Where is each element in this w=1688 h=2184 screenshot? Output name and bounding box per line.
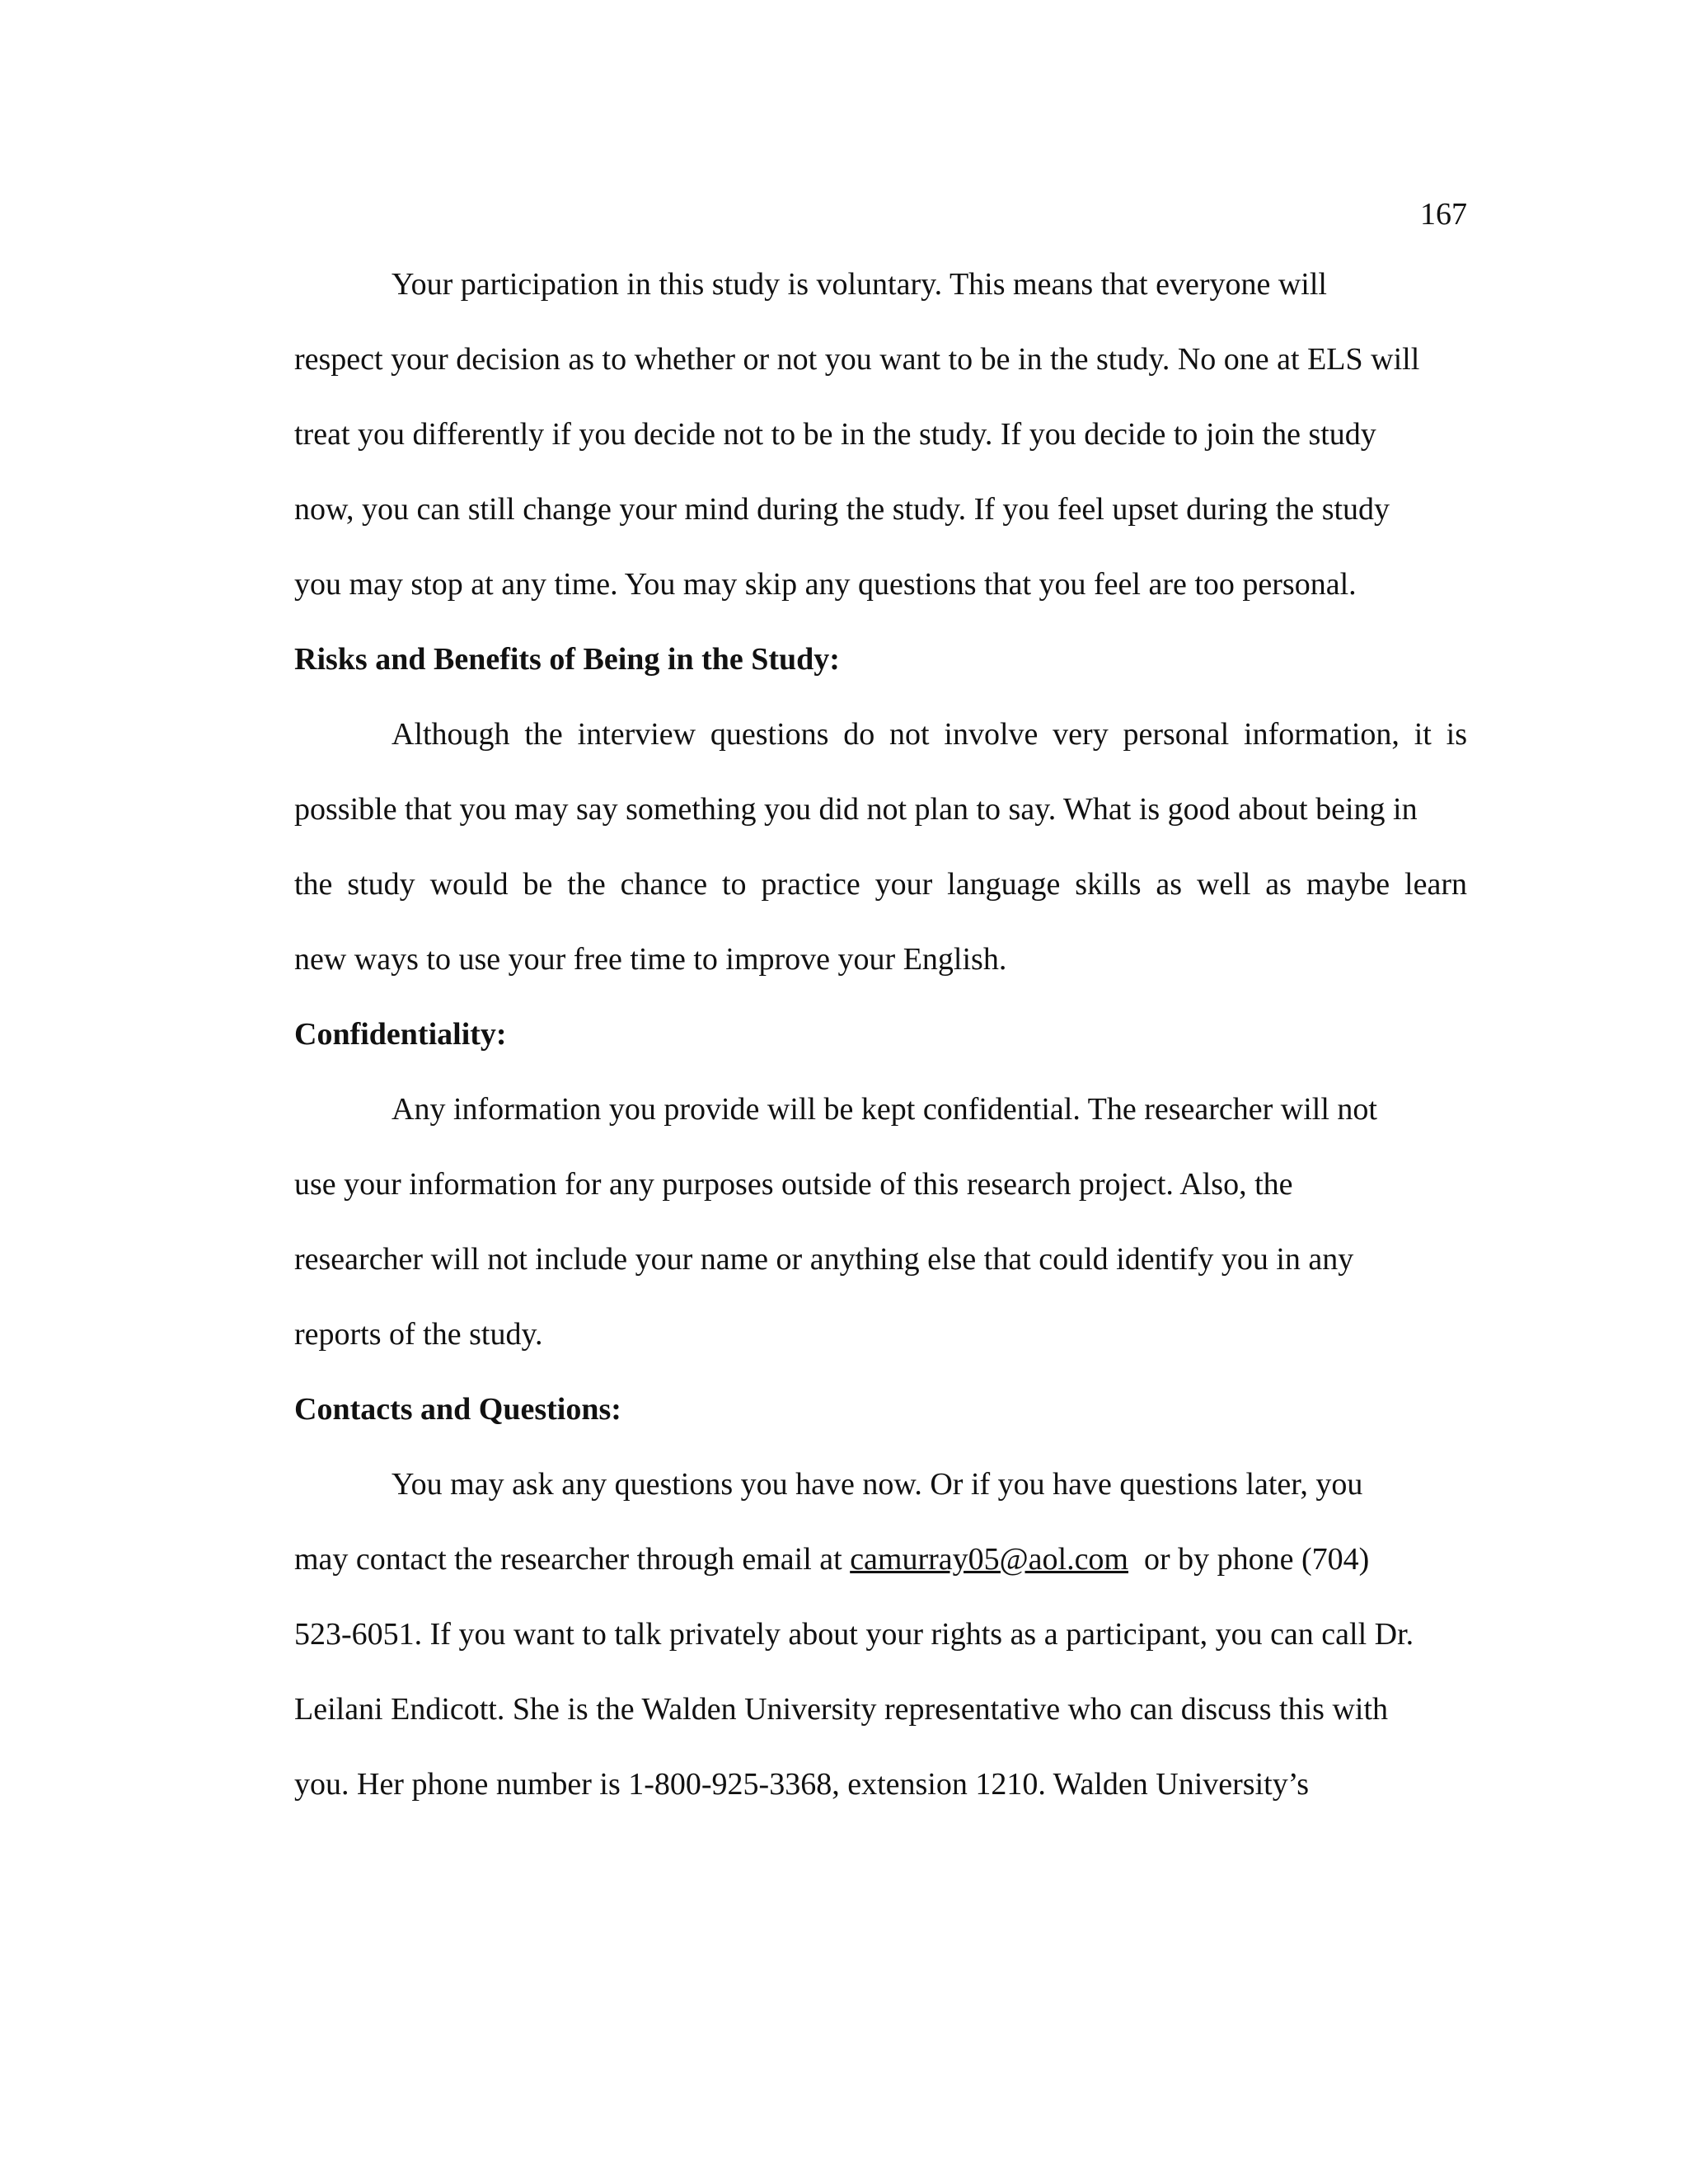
participation-line-1: Your participation in this study is voluntary. This means that everyone will (392, 267, 1327, 302)
confidentiality-line-4: reports of the study. (294, 1317, 543, 1352)
contacts-line-2-after: or by phone (704) (1128, 1542, 1370, 1577)
participation-line-5: you may stop at any time. You may skip any questions that you feel are too personal. (294, 567, 1357, 602)
risks-line-4: new ways to use your free time to improve your English. (294, 942, 1007, 977)
confidentiality-line-3: researcher will not include your name or anything else that could identify you in any (294, 1242, 1354, 1277)
email-link[interactable]: camurray05@aol.com (850, 1542, 1128, 1577)
participation-line-4: now, you can still change your mind during the study. If you feel upset during the study (294, 492, 1390, 527)
page-number: 167 (1420, 197, 1467, 232)
document-body (294, 247, 1467, 1822)
risks-line-3: the study would be the chance to practice your language skills as well as maybe learn (294, 867, 1467, 902)
contacts-line-5: you. Her phone number is 1-800-925-3368, extension 1210. Walden University’s (294, 1767, 1310, 1802)
confidentiality-line-1: Any information you provide will be kept confidential. The researcher will not (392, 1092, 1377, 1127)
risks-line-1: Although the interview questions do not involve very personal information, it is (392, 717, 1467, 752)
participation-line-3: treat you differently if you decide not to be in the study. If you decide to join the study (294, 417, 1376, 452)
confidentiality-heading: Confidentiality: (294, 1017, 507, 1052)
contacts-line-2-before: may contact the researcher through email at (294, 1542, 851, 1577)
contacts-heading: Contacts and Questions: (294, 1392, 621, 1427)
contacts-line-4: Leilani Endicott. She is the Walden University representative who can discuss this with (294, 1692, 1389, 1727)
participation-line-2: respect your decision as to whether or not you want to be in the study. No one at ELS will (294, 342, 1420, 377)
contacts-line-2 (294, 1522, 1467, 1597)
risks-heading: Risks and Benefits of Being in the Study: (294, 642, 840, 677)
confidentiality-line-2: use your information for any purposes outside of this research project. Also, the (294, 1167, 1293, 1202)
contacts-line-3: 523-6051. If you want to talk privately about your rights as a participant, you can call Dr. (294, 1617, 1414, 1652)
contacts-line-1: You may ask any questions you have now. Or if you have questions later, you (392, 1467, 1363, 1502)
risks-line-2: possible that you may say something you did not plan to say. What is good about being in (294, 792, 1418, 827)
